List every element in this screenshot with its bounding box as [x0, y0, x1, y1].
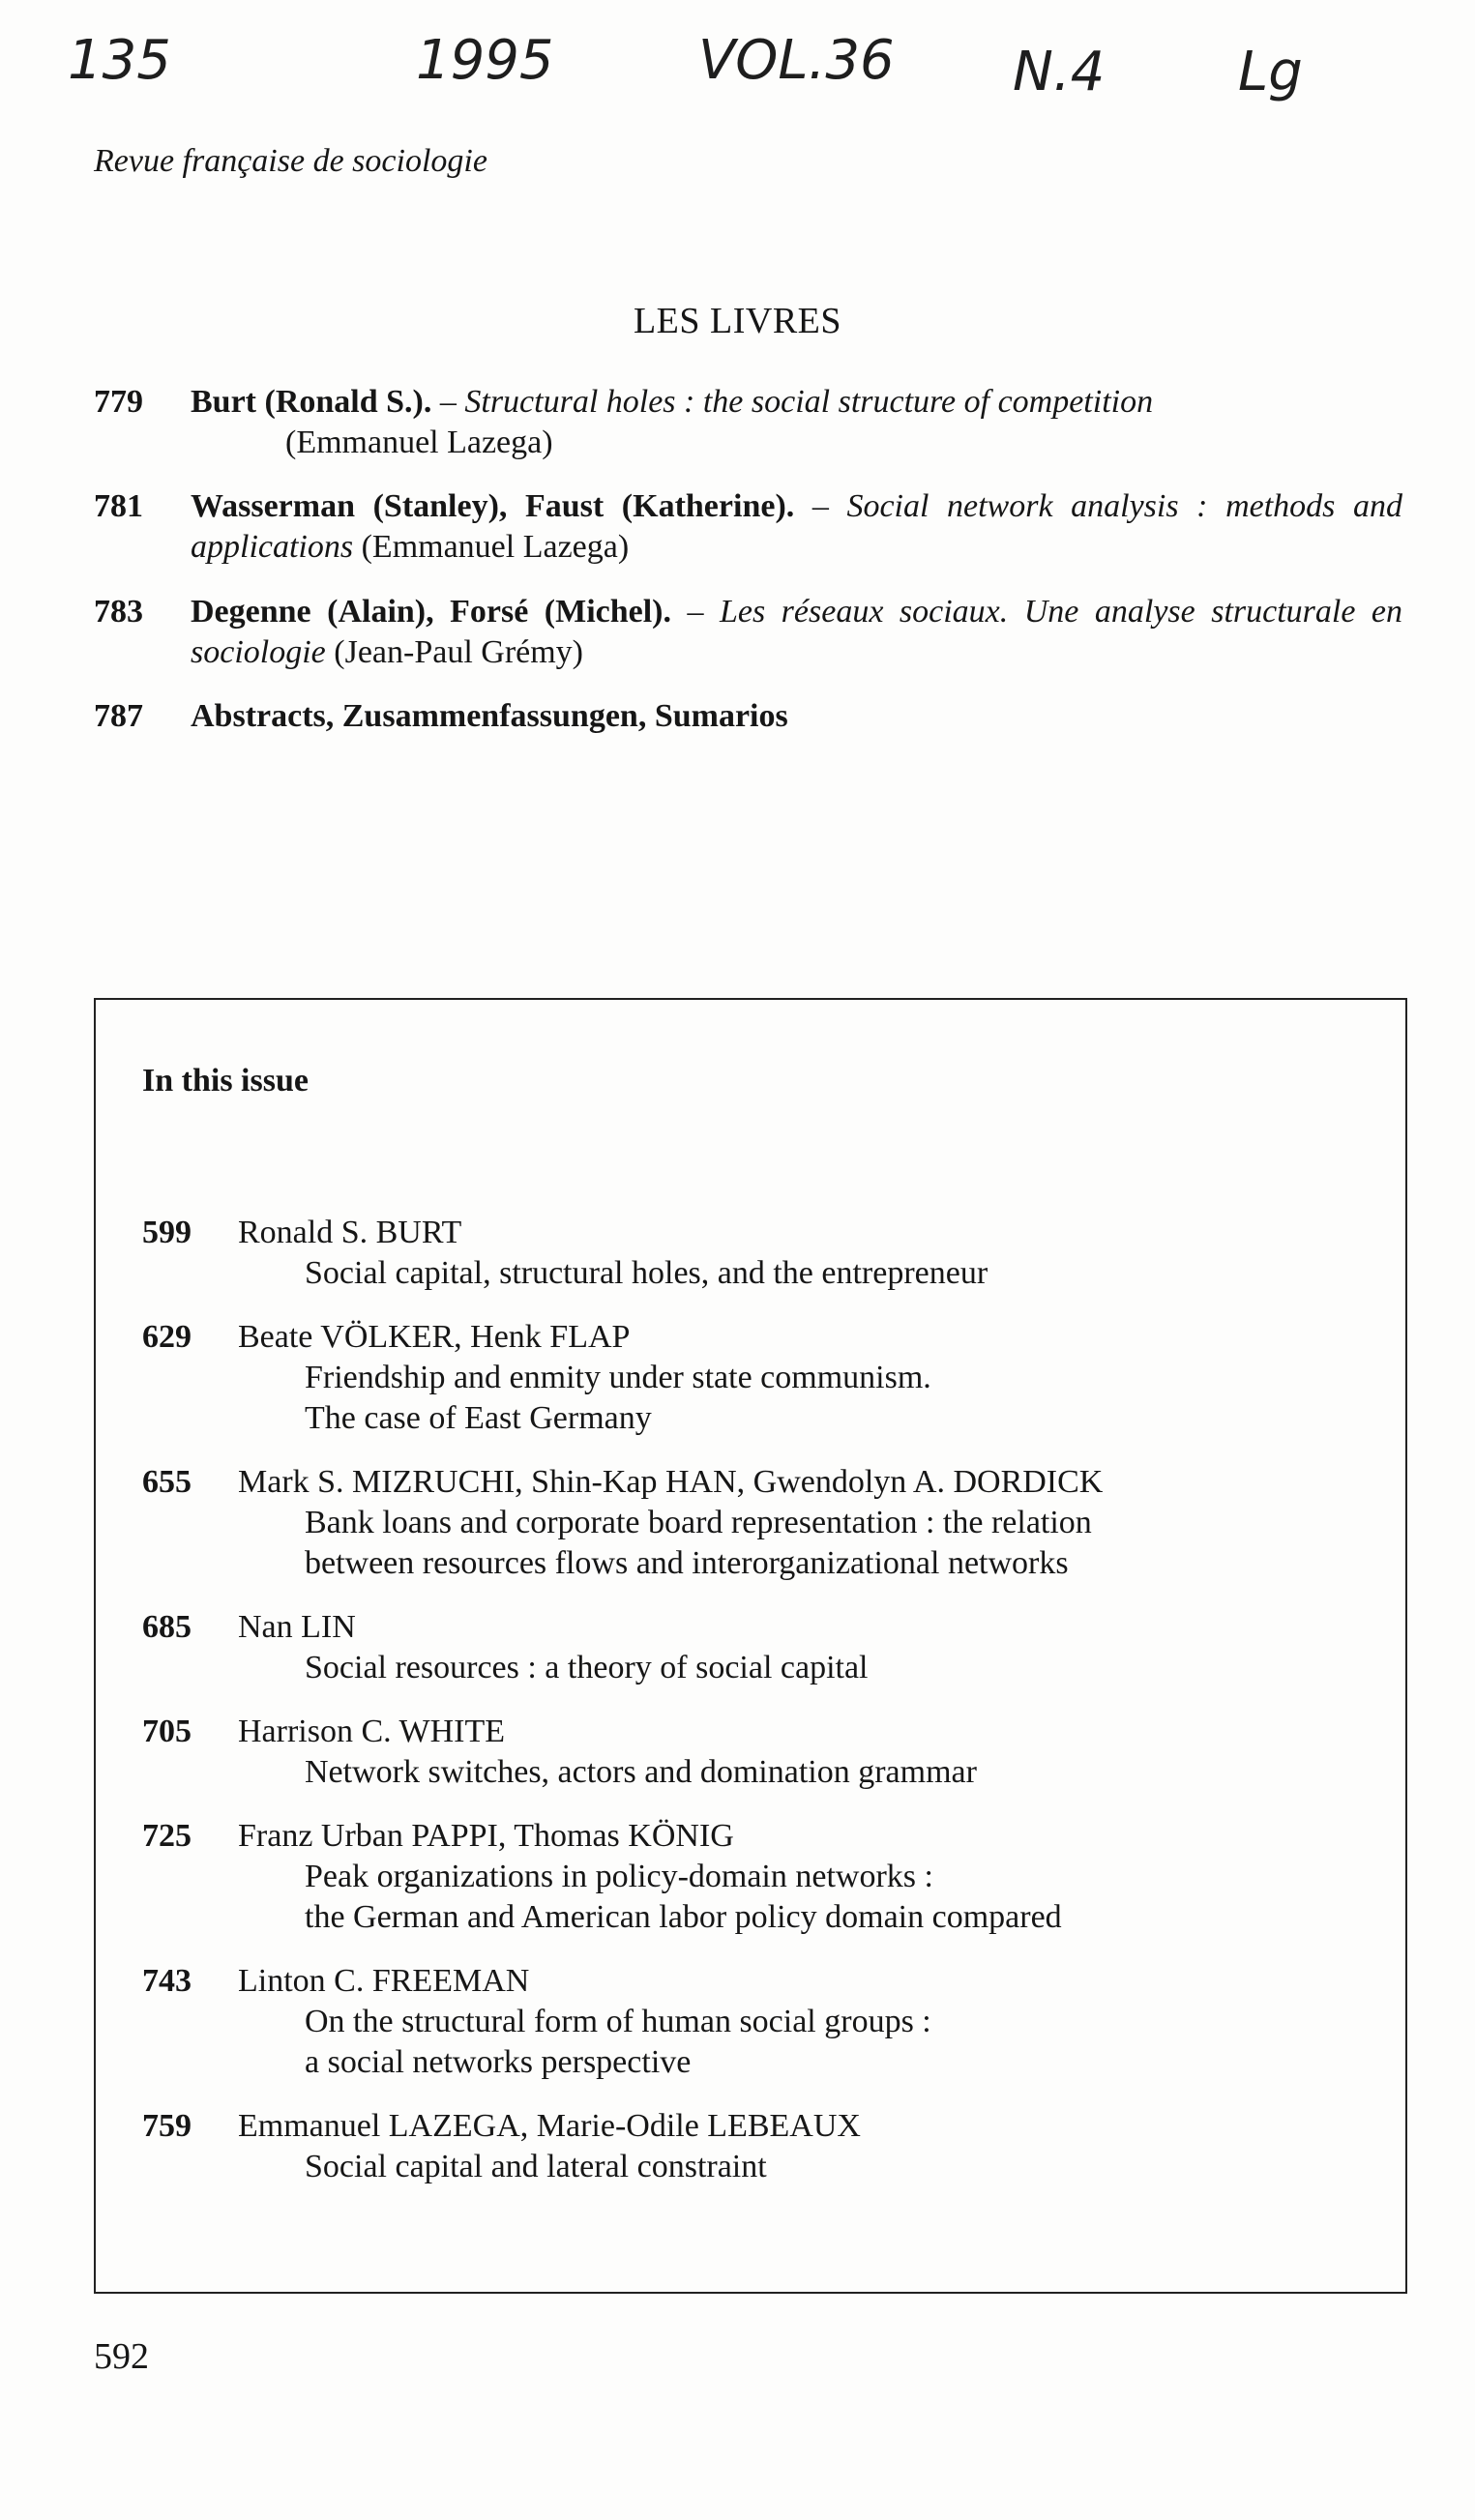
- section-title: LES LIVRES: [633, 301, 842, 341]
- journal-name: Revue française de sociologie: [94, 143, 487, 179]
- article-title-line: Peak organizations in policy-domain networks :: [305, 1859, 933, 1894]
- article-page-number: 705: [142, 1714, 192, 1749]
- review-separator: –: [671, 594, 720, 630]
- article-page-number: 759: [142, 2108, 192, 2144]
- review-authors: Abstracts, Zusammenfassungen, Sumarios: [191, 698, 788, 734]
- handwritten-volume: VOL.36: [698, 29, 895, 92]
- review-main-line: [191, 592, 1402, 673]
- page-number: 592: [94, 2336, 149, 2377]
- article-authors: Emmanuel LAZEGA, Marie-Odile LEBEAUX: [238, 2108, 861, 2144]
- review-authors: Degenne (Alain), Forsé (Michel).: [191, 594, 671, 630]
- article-title-line: Friendship and enmity under state communism.: [305, 1360, 931, 1395]
- article-entry: [142, 2106, 861, 2187]
- issue-box: [94, 998, 1407, 2294]
- article-title-line: On the structural form of human social groups :: [305, 2004, 931, 2039]
- article-title-line: The case of East Germany: [305, 1400, 652, 1436]
- article-page-number: 599: [142, 1215, 192, 1250]
- article-authors: Ronald S. BURT: [238, 1215, 462, 1250]
- review-main-line: [191, 696, 1402, 737]
- handwritten-number: 135: [68, 29, 171, 92]
- review-reviewer: (Jean-Paul Grémy): [334, 634, 584, 670]
- article-entry: [142, 1816, 1062, 1938]
- review-main-line: [191, 382, 1402, 423]
- article-authors: Nan LIN: [238, 1609, 356, 1645]
- article-entry: [142, 1462, 1103, 1584]
- article-title-line: the German and American labor policy domain compared: [305, 1899, 1062, 1935]
- review-reviewer: (Emmanuel Lazega): [285, 425, 553, 460]
- article-authors: Beate VÖLKER, Henk FLAP: [238, 1319, 631, 1355]
- article-entry: [142, 1712, 977, 1793]
- article-authors: Linton C. FREEMAN: [238, 1963, 530, 1999]
- review-entry: [94, 696, 1402, 737]
- article-title-line: Bank loans and corporate board representation : the relation: [305, 1505, 1092, 1540]
- article-entry: [142, 1213, 988, 1294]
- review-title: Les réseaux sociaux. Une analyse structurale en sociologie: [191, 594, 1403, 670]
- review-page-number: 781: [94, 488, 143, 524]
- review-separator: –: [431, 384, 465, 420]
- article-page-number: 743: [142, 1963, 192, 1999]
- article-title-line: Social capital and lateral constraint: [305, 2149, 767, 2184]
- review-reviewer: (Emmanuel Lazega): [361, 529, 630, 565]
- article-authors: Harrison C. WHITE: [238, 1714, 506, 1749]
- article-entry: [142, 1317, 931, 1439]
- review-entry: [94, 592, 1402, 673]
- review-page-number: 779: [94, 384, 143, 420]
- review-authors: Burt (Ronald S.).: [191, 384, 432, 420]
- review-title: Social network analysis : methods and applications: [191, 488, 1402, 565]
- review-entry: [94, 486, 1402, 568]
- article-page-number: 685: [142, 1609, 192, 1645]
- article-title-line: Social capital, structural holes, and the entrepreneur: [305, 1255, 988, 1291]
- article-title-line: between resources flows and interorganizational networks: [305, 1545, 1069, 1581]
- article-authors: Mark S. MIZRUCHI, Shin-Kap HAN, Gwendolyn A. DORDICK: [238, 1464, 1104, 1500]
- handwritten-initials: Lg: [1238, 41, 1303, 103]
- issue-box-title: In this issue: [142, 1063, 309, 1099]
- article-entry: [142, 1607, 869, 1688]
- article-page-number: 655: [142, 1464, 192, 1500]
- article-page-number: 725: [142, 1818, 192, 1854]
- review-separator: –: [794, 488, 847, 524]
- review-entry: [94, 382, 1402, 463]
- review-authors: Wasserman (Stanley), Faust (Katherine).: [191, 488, 795, 524]
- article-title-line: Social resources : a theory of social capital: [305, 1650, 869, 1685]
- article-title-line: Network switches, actors and domination grammar: [305, 1754, 977, 1790]
- handwritten-issue: N.4: [1013, 41, 1106, 103]
- article-title-line: a social networks perspective: [305, 2044, 692, 2080]
- article-entry: [142, 1961, 931, 2083]
- article-authors: Franz Urban PAPPI, Thomas KÖNIG: [238, 1818, 734, 1854]
- article-page-number: 629: [142, 1319, 192, 1355]
- review-title: Structural holes : the social structure of competition: [464, 384, 1154, 420]
- review-page-number: 783: [94, 594, 143, 630]
- handwritten-year: 1995: [416, 29, 554, 92]
- review-page-number: 787: [94, 698, 143, 734]
- review-main-line: [191, 486, 1402, 568]
